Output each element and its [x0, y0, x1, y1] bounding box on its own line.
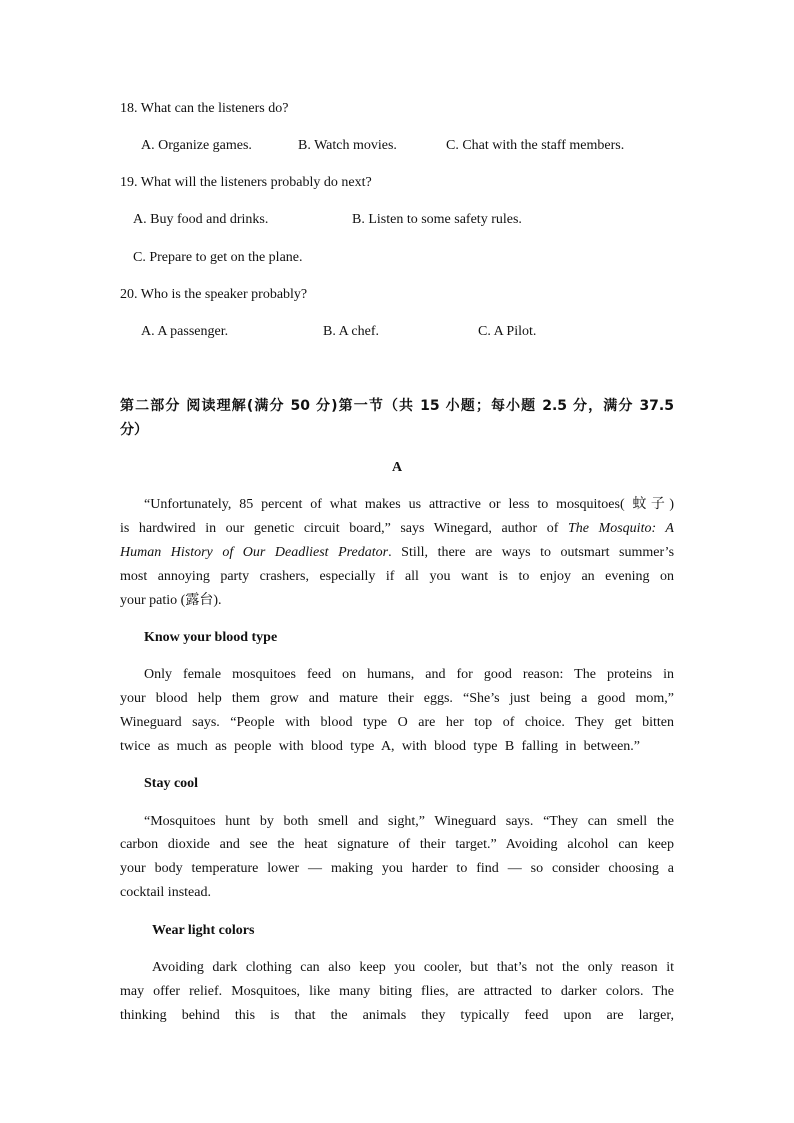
q20-option-c: C. A Pilot.	[478, 324, 537, 339]
p1-line5: your patio (露台).	[120, 593, 222, 608]
p4-line3: thinking behind this is that the animals they typically feed upon are larger,	[120, 1008, 674, 1023]
subheading-light-colors: Wear light colors	[152, 923, 255, 938]
p1-line2-text: is hardwired in our genetic circuit board,” says Winegard, author of	[120, 521, 569, 536]
q20-option-a: A. A passenger.	[141, 324, 229, 339]
p1-line2	[120, 520, 674, 538]
q18-option-c: C. Chat with the staff members.	[446, 138, 625, 153]
q19-option-b: B. Listen to some safety rules.	[352, 212, 522, 227]
p2-line2: your blood help them grow and mature their eggs. “She’s just being a good mom,”	[120, 691, 674, 706]
section-heading-line1: 第二部分 阅读理解(满分 50 分)第一节（共 15 小题；每小题 2.5 分，满分 37.5	[120, 398, 674, 414]
passage-label: A	[391, 460, 403, 475]
p4-line1: Avoiding dark clothing can also keep you cooler, but that’s not the only reason it	[152, 960, 674, 975]
q20-option-b: B. A chef.	[323, 324, 379, 339]
p4-line2: may offer relief. Mosquitoes, like many biting flies, are attracted to darker colors. The	[120, 984, 674, 999]
p1-line1: “Unfortunately, 85 percent of what makes us attractive or less to mosquitoes( 蚊子)	[144, 497, 674, 512]
p2-line3: Wineguard says. “People with blood type O are her top of choice. They get bitten	[120, 715, 674, 730]
subheading-blood-type: Know your blood type	[144, 630, 278, 645]
p1-line3	[120, 544, 674, 562]
q18-question: 18. What can the listeners do?	[120, 101, 289, 116]
p2-line4: twice as much as people with blood type A, with blood type B falling in between.”	[120, 739, 640, 754]
section-heading-line2: 分）	[120, 422, 148, 438]
p1-line3-text: . Still, there are ways to outsmart summer’s	[388, 545, 675, 560]
q19-option-a: A. Buy food and drinks.	[133, 212, 269, 227]
p3-line1: “Mosquitoes hunt by both smell and sight,” Wineguard says. “They can smell the	[144, 814, 674, 829]
p2-line1: Only female mosquitoes feed on humans, and for good reason: The proteins in	[144, 667, 674, 682]
book-title-part1: The Mosquito: A	[568, 521, 674, 536]
q19-question: 19. What will the listeners probably do next?	[120, 175, 372, 190]
q18-option-a: A. Organize games.	[141, 138, 252, 153]
q19-option-c: C. Prepare to get on the plane.	[133, 250, 303, 265]
p3-line2: carbon dioxide and see the heat signature of their target.” Avoiding alcohol can keep	[120, 837, 674, 852]
p3-line3: your body temperature lower — making you harder to find — so consider choosing a	[120, 861, 674, 876]
subheading-stay-cool: Stay cool	[144, 776, 199, 791]
q20-question: 20. Who is the speaker probably?	[120, 287, 308, 302]
q18-option-b: B. Watch movies.	[298, 138, 397, 153]
book-title-part2: Human History of Our Deadliest Predator	[120, 545, 389, 560]
p1-line4: most annoying party crashers, especially if all you want is to enjoy an evening on	[120, 569, 674, 584]
p3-line4: cocktail instead.	[120, 885, 211, 900]
